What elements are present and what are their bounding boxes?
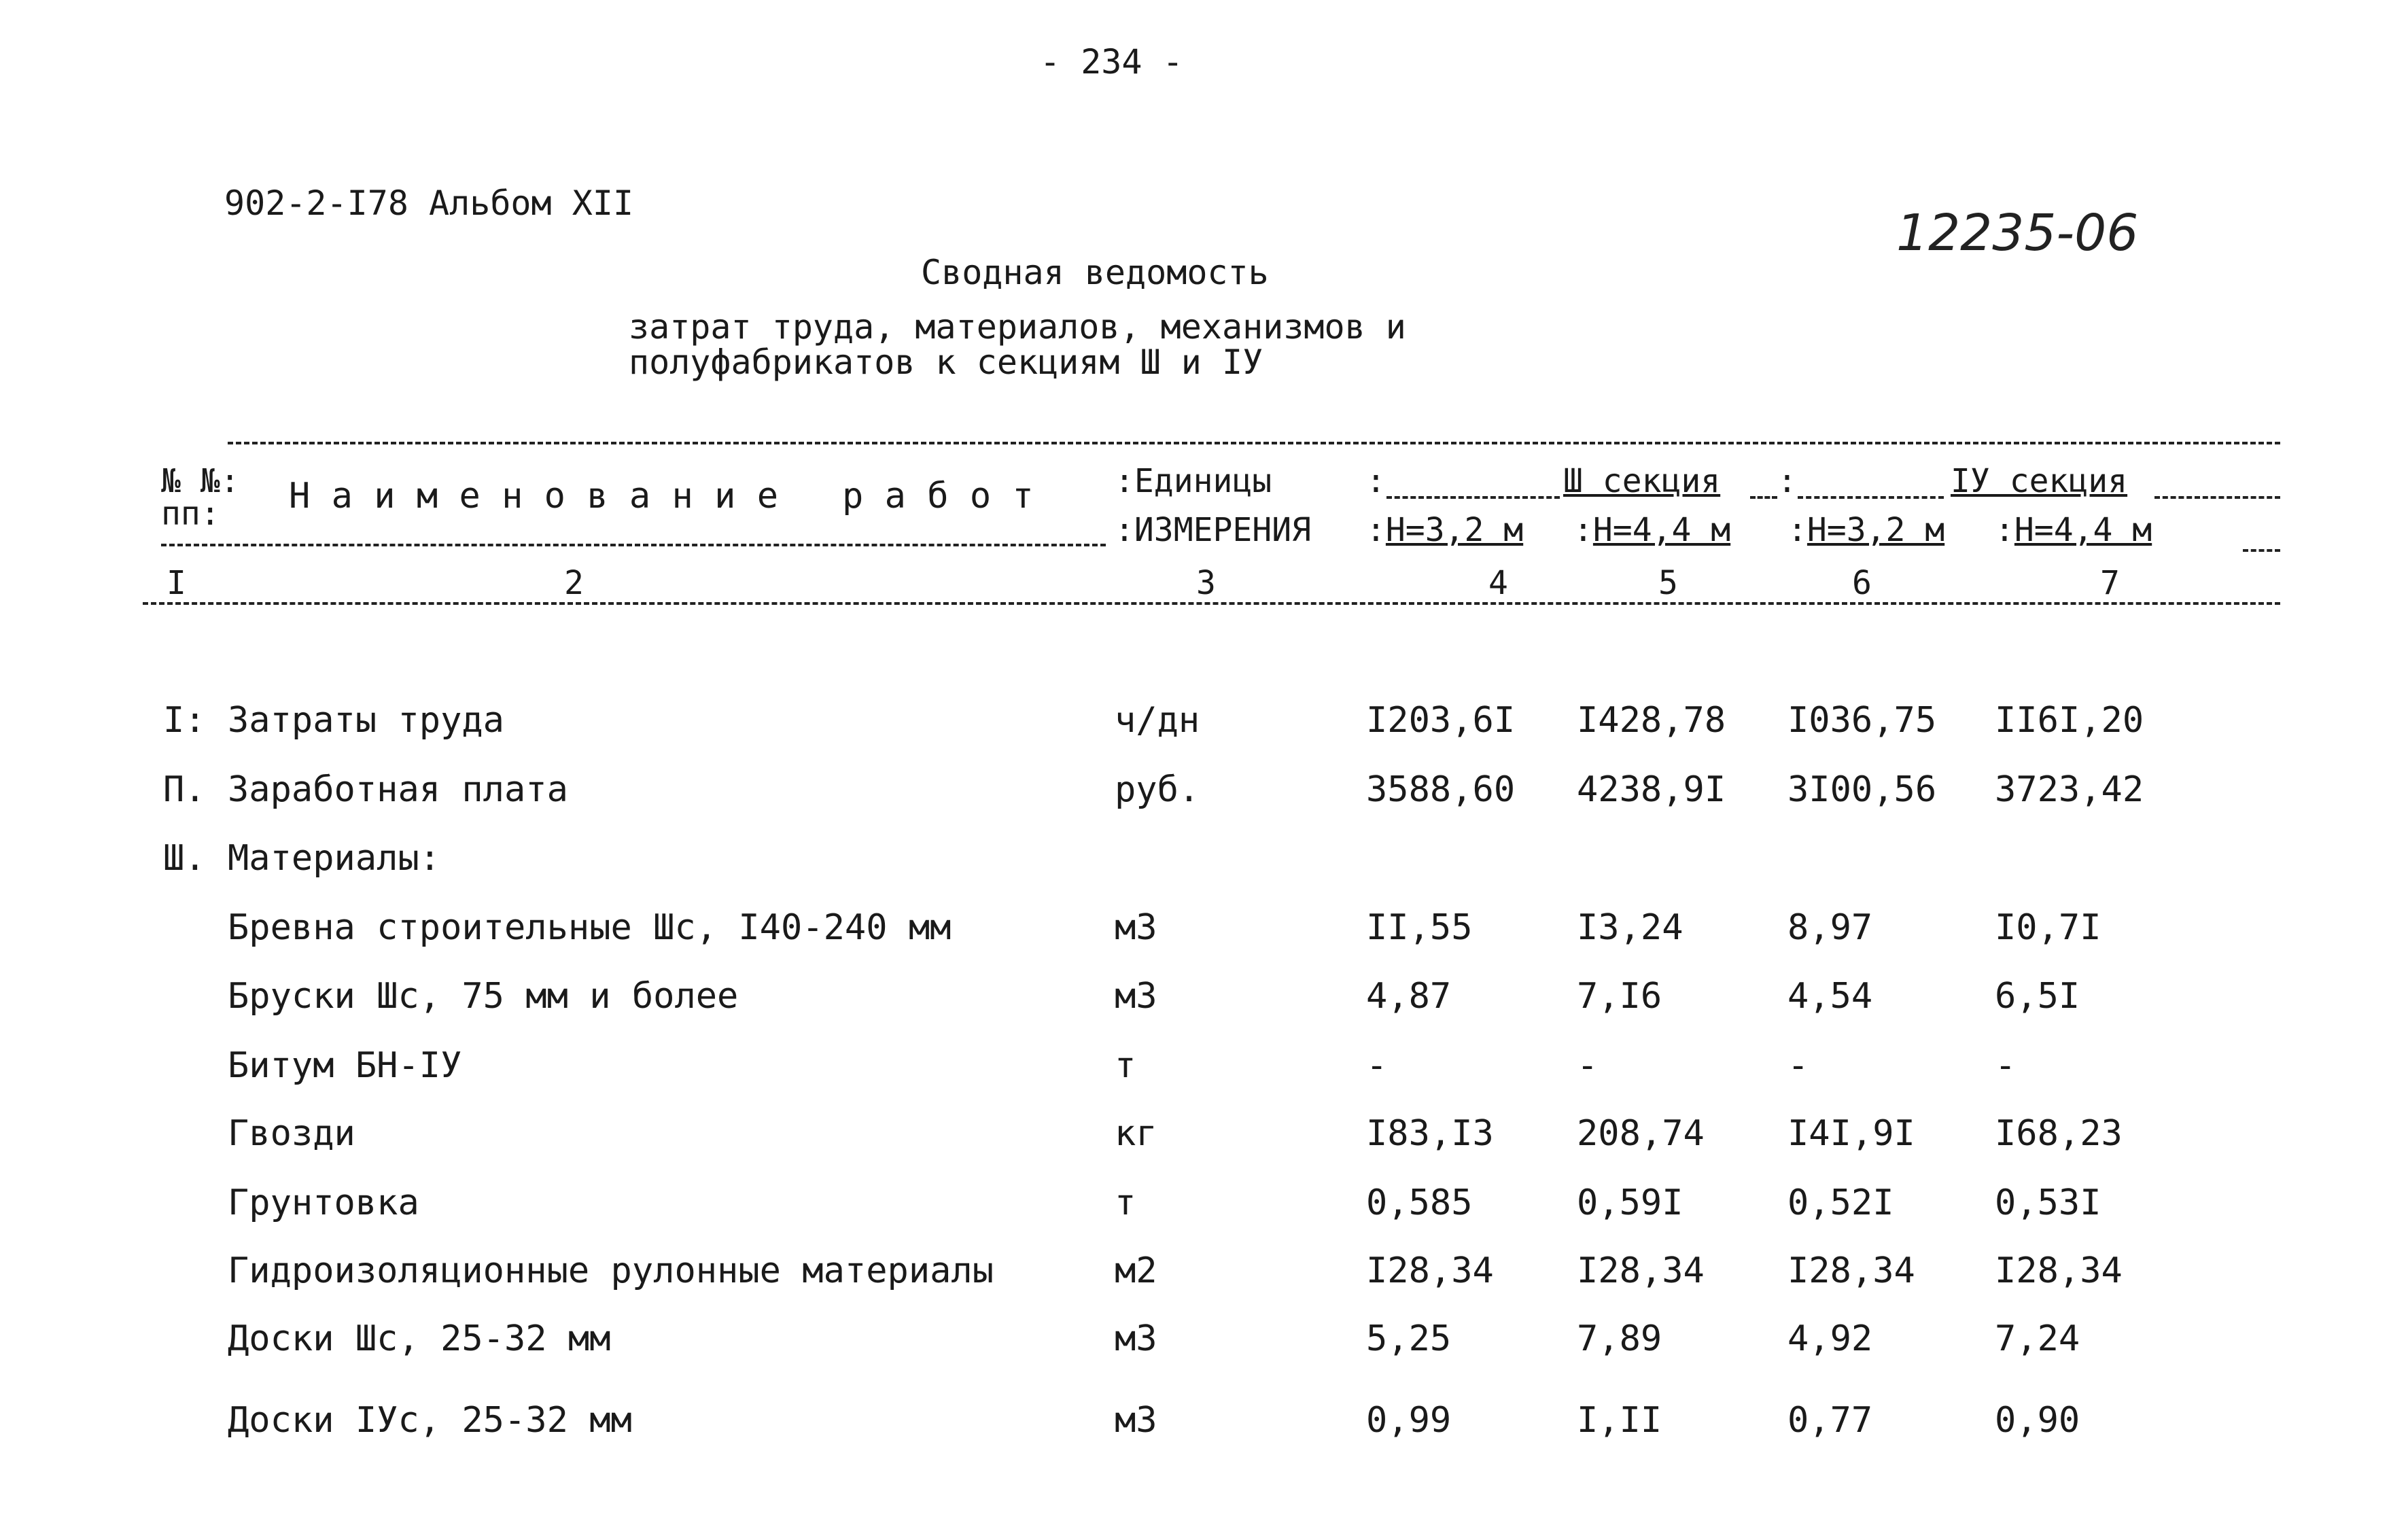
header-height-2: :Н=4,4 м [1573,511,1731,549]
row-value-5: 208,74 [1577,1113,1705,1154]
header-height-4: :Н=4,4 м [1995,511,2152,549]
header-bottom-rule [143,602,2280,605]
row-value-5: - [1577,1045,1599,1086]
row-value-5: I,II [1577,1400,1662,1441]
row-value-7: II6I,20 [1995,700,2144,741]
row-number: I: [163,700,206,741]
table-row [0,976,2408,1030]
row-value-6: 0,52I [1787,1182,1894,1223]
table-row [0,1045,2408,1100]
row-value-4: I203,6I [1366,700,1516,741]
colnum-2: 2 [564,564,584,602]
table-row [0,700,2408,754]
header-sep-3: : [1366,462,1386,500]
header-num-line2: пп: [161,495,220,533]
row-name: Материалы: [228,838,441,879]
row-unit: м2 [1115,1250,1157,1291]
colnum-7: 7 [2100,564,2120,602]
row-unit: кг [1115,1113,1157,1154]
row-value-4: - [1366,1045,1388,1086]
row-value-7: 3723,42 [1995,769,2144,810]
page-title: Сводная ведомость [921,253,1269,292]
row-value-5: I428,78 [1577,700,1726,741]
row-name: Битум БН-IУ [228,1045,462,1086]
row-value-6: I4I,9I [1787,1113,1915,1154]
page-subtitle-line2: полуфабрикатов к секциям Ш и IУ [629,343,1263,382]
row-value-5: 7,89 [1577,1318,1662,1359]
row-name: Доски Шс, 25-32 мм [228,1318,611,1359]
row-value-6: 8,97 [1787,907,1873,948]
row-unit: т [1115,1182,1136,1223]
row-name: Бруски Шс, 75 мм и более [228,976,739,1017]
header-mid-rule [161,544,1106,546]
header-section-3: Ш секция [1563,462,1721,500]
row-name: Затраты труда [228,700,504,741]
table-row [0,838,2408,892]
header-rule-s3b [1750,496,1777,499]
colnum-1: I [167,564,186,602]
page-subtitle-line1: затрат труда, материалов, механизмов и [629,307,1406,347]
row-value-4: 0,99 [1366,1400,1452,1441]
row-value-5: 7,I6 [1577,976,1662,1017]
row-value-4: I83,I3 [1366,1113,1494,1154]
header-sep-4: : [1777,462,1797,500]
row-value-7: 7,24 [1995,1318,2080,1359]
table-row [0,1182,2408,1237]
table-row [0,1400,2408,1454]
header-rule-s4b [2154,496,2280,499]
table-row [0,769,2408,824]
row-value-5: 0,59I [1577,1182,1683,1223]
header-rule-s3a [1386,496,1560,499]
row-name: Бревна строительные Шс, I40-240 мм [228,907,952,948]
row-name: Заработная плата [228,769,568,810]
handwritten-code: 12235-06 [1896,204,2139,262]
table-row [0,1250,2408,1305]
row-value-7: 0,53I [1995,1182,2101,1223]
row-value-7: I28,34 [1995,1250,2123,1291]
row-value-7: 0,90 [1995,1400,2080,1441]
colnum-4: 4 [1488,564,1508,602]
document-series: 902-2-I78 Альбом XII [224,183,634,223]
row-unit: м3 [1115,1400,1157,1441]
row-unit: ч/дн [1115,700,1200,741]
header-num-line1: № №: [161,462,240,500]
row-value-4: 0,585 [1366,1182,1473,1223]
row-value-7: I68,23 [1995,1113,2123,1154]
table-row [0,1113,2408,1168]
header-height-3: :Н=3,2 м [1787,511,1945,549]
row-unit: м3 [1115,907,1157,948]
row-value-7: 6,5I [1995,976,2080,1017]
header-unit-line1: :Единицы [1115,462,1272,500]
row-value-7: I0,7I [1995,907,2101,948]
row-name: Доски IУс, 25-32 мм [228,1400,632,1441]
colnum-6: 6 [1852,564,1872,602]
row-value-6: I036,75 [1787,700,1937,741]
header-rule-s4a [1798,496,1944,499]
row-value-4: I28,34 [1366,1250,1494,1291]
row-value-6: 0,77 [1787,1400,1873,1441]
row-unit: руб. [1115,769,1200,810]
row-value-5: I28,34 [1577,1250,1705,1291]
page-number: - 234 - [1040,42,1183,82]
table-row [0,907,2408,962]
row-unit: м3 [1115,976,1157,1017]
row-value-5: I3,24 [1577,907,1683,948]
header-name: Н а и м е н о в а н и е р а б о т [289,476,1034,516]
row-value-6: 4,54 [1787,976,1873,1017]
row-value-4: 4,87 [1366,976,1452,1017]
row-name: Гидроизоляционные рулонные материалы [228,1250,994,1291]
row-value-4: 5,25 [1366,1318,1452,1359]
row-value-6: - [1787,1045,1809,1086]
row-number: Ш. [163,838,206,879]
row-value-4: 3588,60 [1366,769,1516,810]
row-name: Гвозди [228,1113,355,1154]
row-value-5: 4238,9I [1577,769,1726,810]
header-section-4: IУ секция [1951,462,2128,500]
colnum-3: 3 [1196,564,1216,602]
row-name: Грунтовка [228,1182,419,1223]
row-value-6: 3I00,56 [1787,769,1937,810]
row-value-7: - [1995,1045,2017,1086]
row-value-6: I28,34 [1787,1250,1915,1291]
colnum-5: 5 [1658,564,1678,602]
row-value-4: II,55 [1366,907,1473,948]
header-height-1: :Н=3,2 м [1366,511,1524,549]
row-unit: м3 [1115,1318,1157,1359]
header-height-rule [2243,549,2280,552]
header-top-rule [228,442,2280,444]
table-row [0,1318,2408,1373]
header-unit-line2: :ИЗМЕРЕНИЯ [1115,511,1311,549]
row-number: П. [163,769,206,810]
row-value-6: 4,92 [1787,1318,1873,1359]
row-unit: т [1115,1045,1136,1086]
